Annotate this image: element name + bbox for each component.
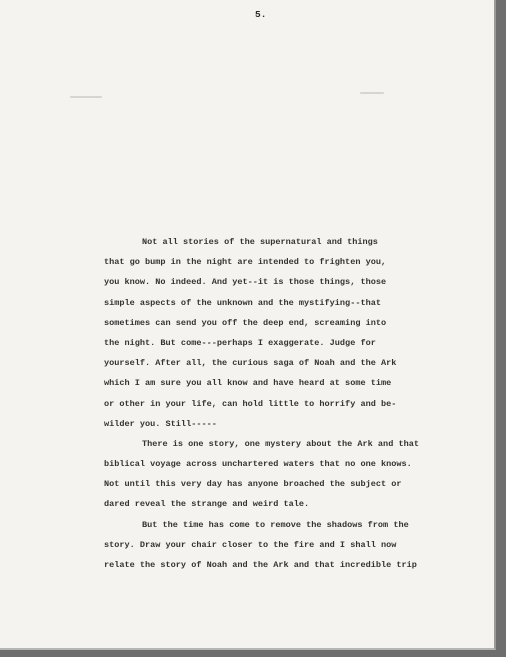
text-line: But the time has come to remove the shadows from the [142,519,409,530]
text-line: Not all stories of the supernatural and things [142,237,378,247]
text-line: Not until this very day has anyone broached the subject or [104,479,402,490]
text-line: or other in your life, can hold little to horrify and be- [104,398,397,409]
paper-smudge [360,92,384,94]
text-line: that go bump in the night are intended to frighten you, [104,257,387,268]
text-line: simple aspects of the unknown and the mystifying--that [104,297,381,308]
text-line: There is one story, one mystery about the Ark and that [142,438,419,449]
text-line: which I am sure you all know and have heard at some time [104,378,392,389]
page-number: 5. [255,9,267,20]
text-line: relate the story of Noah and the Ark and that incredible trip [104,560,417,570]
typed-text [104,232,494,575]
text-line: you know. No indeed. And yet--it is those things, those [104,277,387,288]
text-line: story. Draw your chair closer to the fire and I shall now [104,539,397,550]
text-line: wilder you. Still----- [104,418,217,429]
paper-smudge [70,96,102,98]
text-line: yourself. After all, the curious saga of Noah and the Ark [104,358,397,369]
text-line: the night. But come---perhaps I exaggerate. Judge for [104,337,376,348]
text-line: biblical voyage across unchartered waters that no one knows. [104,459,412,470]
text-line: sometimes can send you off the deep end, screaming into [104,317,387,328]
text-line: dared reveal the strange and weird tale. [104,499,310,510]
